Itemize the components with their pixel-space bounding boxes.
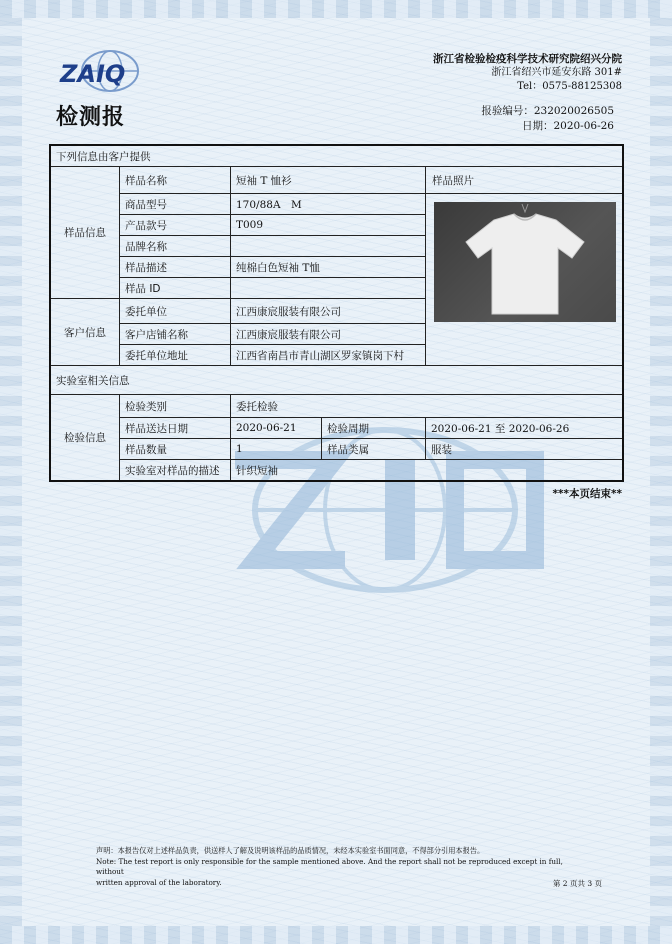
zaiq-logo-icon (58, 48, 158, 94)
arrival-date-value: 2020-06-21 (231, 418, 322, 439)
inspection-type-value: 委托检验 (231, 395, 624, 418)
row-label: 样品 ID (120, 278, 231, 299)
institute-block (433, 52, 622, 94)
report-table (49, 144, 624, 482)
row-value: 短袖 T 恤衫 (231, 167, 426, 194)
sample-info-group: 样品信息 (50, 167, 120, 299)
sample-category-label: 样品类属 (322, 439, 426, 460)
security-border-bottom (0, 926, 672, 944)
institute-name: 浙江省检验检疫科学技术研究院绍兴分院 (433, 53, 622, 65)
security-border-left (0, 18, 22, 926)
page-number: 第 2 页共 3 页 (552, 879, 602, 888)
lab-description-value: 针织短袖 (231, 460, 624, 482)
row-label: 样品描述 (120, 257, 231, 278)
statement-cn: 声明：本报告仅对上述样品负责，供送样人了解及说明该样品的品质情况，未经本实验室书面同意，不得部分引用本报告。 (96, 846, 485, 855)
row-value: 纯棉白色短袖 T恤 (231, 257, 426, 278)
inspection-type-label: 检验类别 (120, 395, 231, 418)
statement-en-2: written approval of the laboratory. (96, 877, 222, 887)
sample-photo-label: 样品照片 (426, 167, 624, 194)
row-label: 产品款号 (120, 215, 231, 236)
row-label: 商品型号 (120, 194, 231, 215)
security-border-right (650, 18, 672, 926)
statement-en-1: Note: The test report is only responsible for the sample mentioned above. And the report shall not be reproduced except in full, without (96, 856, 563, 876)
row-value: 江西康宸服装有限公司 (231, 324, 426, 345)
row-label: 品牌名称 (120, 236, 231, 257)
footer-statement (96, 846, 576, 888)
row-label: 委托单位 (120, 299, 231, 324)
row-label: 客户店铺名称 (120, 324, 231, 345)
report-date: 日期：2020-06-26 (521, 120, 614, 132)
client-section-header: 下列信息由客户提供 (50, 145, 623, 167)
institute-address: 浙江省绍兴市延安东路 301# (491, 67, 622, 78)
lab-section-header: 实验室相关信息 (50, 366, 623, 395)
inspection-period-label: 检验周期 (322, 418, 426, 439)
row-label: 委托单位地址 (120, 345, 231, 366)
page-end-mark: ***本页结束** (552, 488, 622, 500)
row-label: 样品名称 (120, 167, 231, 194)
sample-quantity-value: 1 (231, 439, 322, 460)
row-value (231, 236, 426, 257)
row-value: 江西康宸服装有限公司 (231, 299, 426, 324)
security-border-top (0, 0, 672, 18)
report-title: 检测报 (56, 105, 126, 130)
report-meta (481, 104, 614, 134)
sample-photo-cell (426, 194, 624, 366)
sample-category-value: 服装 (426, 439, 624, 460)
institute-tel: Tel：0575-88125308 (517, 81, 622, 92)
client-info-group: 客户信息 (50, 299, 120, 366)
row-value (231, 278, 426, 299)
report-number: 报验编号：232020026505 (481, 105, 614, 117)
arrival-date-label: 样品送达日期 (120, 418, 231, 439)
sample-quantity-label: 样品数量 (120, 439, 231, 460)
inspection-info-group: 检验信息 (50, 395, 120, 482)
logo-text: ZAIQ (60, 60, 126, 88)
row-value: 江西省南昌市青山湖区罗家镇岗下村 (231, 345, 426, 366)
tshirt-photo-icon (434, 202, 616, 322)
row-value: 170/88A M (231, 194, 426, 215)
row-value: T009 (231, 215, 426, 236)
lab-description-label: 实验室对样品的描述 (120, 460, 231, 482)
inspection-period-value: 2020-06-21 至 2020-06-26 (426, 418, 624, 439)
